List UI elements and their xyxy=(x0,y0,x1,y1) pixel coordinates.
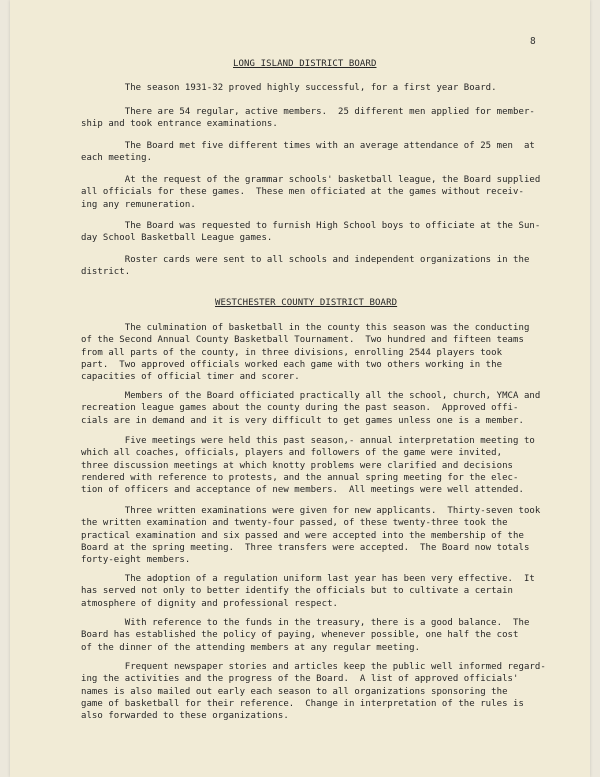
paragraph: Members of the Board officiated practically all the school, church, YMCA and recreation league games about the county during the past season. Approved offi- cials are in demand and it is very difficult to get games unless one is a member. xyxy=(81,391,541,426)
paragraph: The culmination of basketball in the county this season was the conducting of the Second Annual County Basketball Tournament. Two hundred and fifteen teams from all parts of the county, in three divisions, enrolling 2544 players took part. Two approved officials worked each game with two others working in the capacities of official timer and scorer. xyxy=(81,323,530,383)
paragraph: The Board met five different times with an average attendance of 25 men at each meeting. xyxy=(81,141,535,164)
section-heading-westchester: WESTCHESTER COUNTY DISTRICT BOARD xyxy=(215,298,398,308)
section-heading-long-island: LONG ISLAND DISTRICT BOARD xyxy=(233,59,377,69)
paragraph: Three written examinations were given for new applicants. Thirty-seven took the written examination and twenty-four passed, of these twenty-three took the practical examination and six passed and were accepted into the membership of the Board at the spring meeting. Three transfers were accepted. The Board now totals forty-eight members. xyxy=(81,506,541,566)
paragraph: Frequent newspaper stories and articles keep the public well informed regard- ing the activities and the progress of the Board. A list of approved officials' names is also mailed out early each season to all organizations sponsoring the game of basketball for their reference. Change in interpretation of the rules is also forwarded to these organizations. xyxy=(81,662,546,722)
paragraph: Five meetings were held this past season,- annual interpretation meeting to which all coaches, officials, players and followers of the game were invited, three discussion meetings at which knotty problems were clarified and decisions rendered with reference to protests, and the annual spring meeting for the elec- tion of officers and acceptance of new members. All meetings were well attended. xyxy=(81,436,535,496)
paragraph: The Board was requested to furnish High School boys to officiate at the Sun- day School Basketball League games. xyxy=(81,221,541,244)
paragraph: Roster cards were sent to all schools and independent organizations in the district. xyxy=(81,255,530,278)
paragraph: At the request of the grammar schools' basketball league, the Board supplied all officials for these games. These men officiated at the games without receiv- ing any remuneration. xyxy=(81,175,541,210)
paragraph: There are 54 regular, active members. 25 different men applied for member- ship and took entrance examinations. xyxy=(81,107,535,130)
paragraph: With reference to the funds in the treasury, there is a good balance. The Board has established the policy of paying, whenever possible, one half the cost of the dinner of the attending members at any regular meeting. xyxy=(81,618,530,653)
document-page xyxy=(10,0,590,777)
page-number: 8 xyxy=(530,36,536,47)
paragraph: The adoption of a regulation uniform last year has been very effective. It has served not only to better identify the officials but to cultivate a certain atmosphere of dignity and professional respect. xyxy=(81,574,535,609)
paragraph: The season 1931-32 proved highly successful, for a first year Board. xyxy=(81,83,497,93)
